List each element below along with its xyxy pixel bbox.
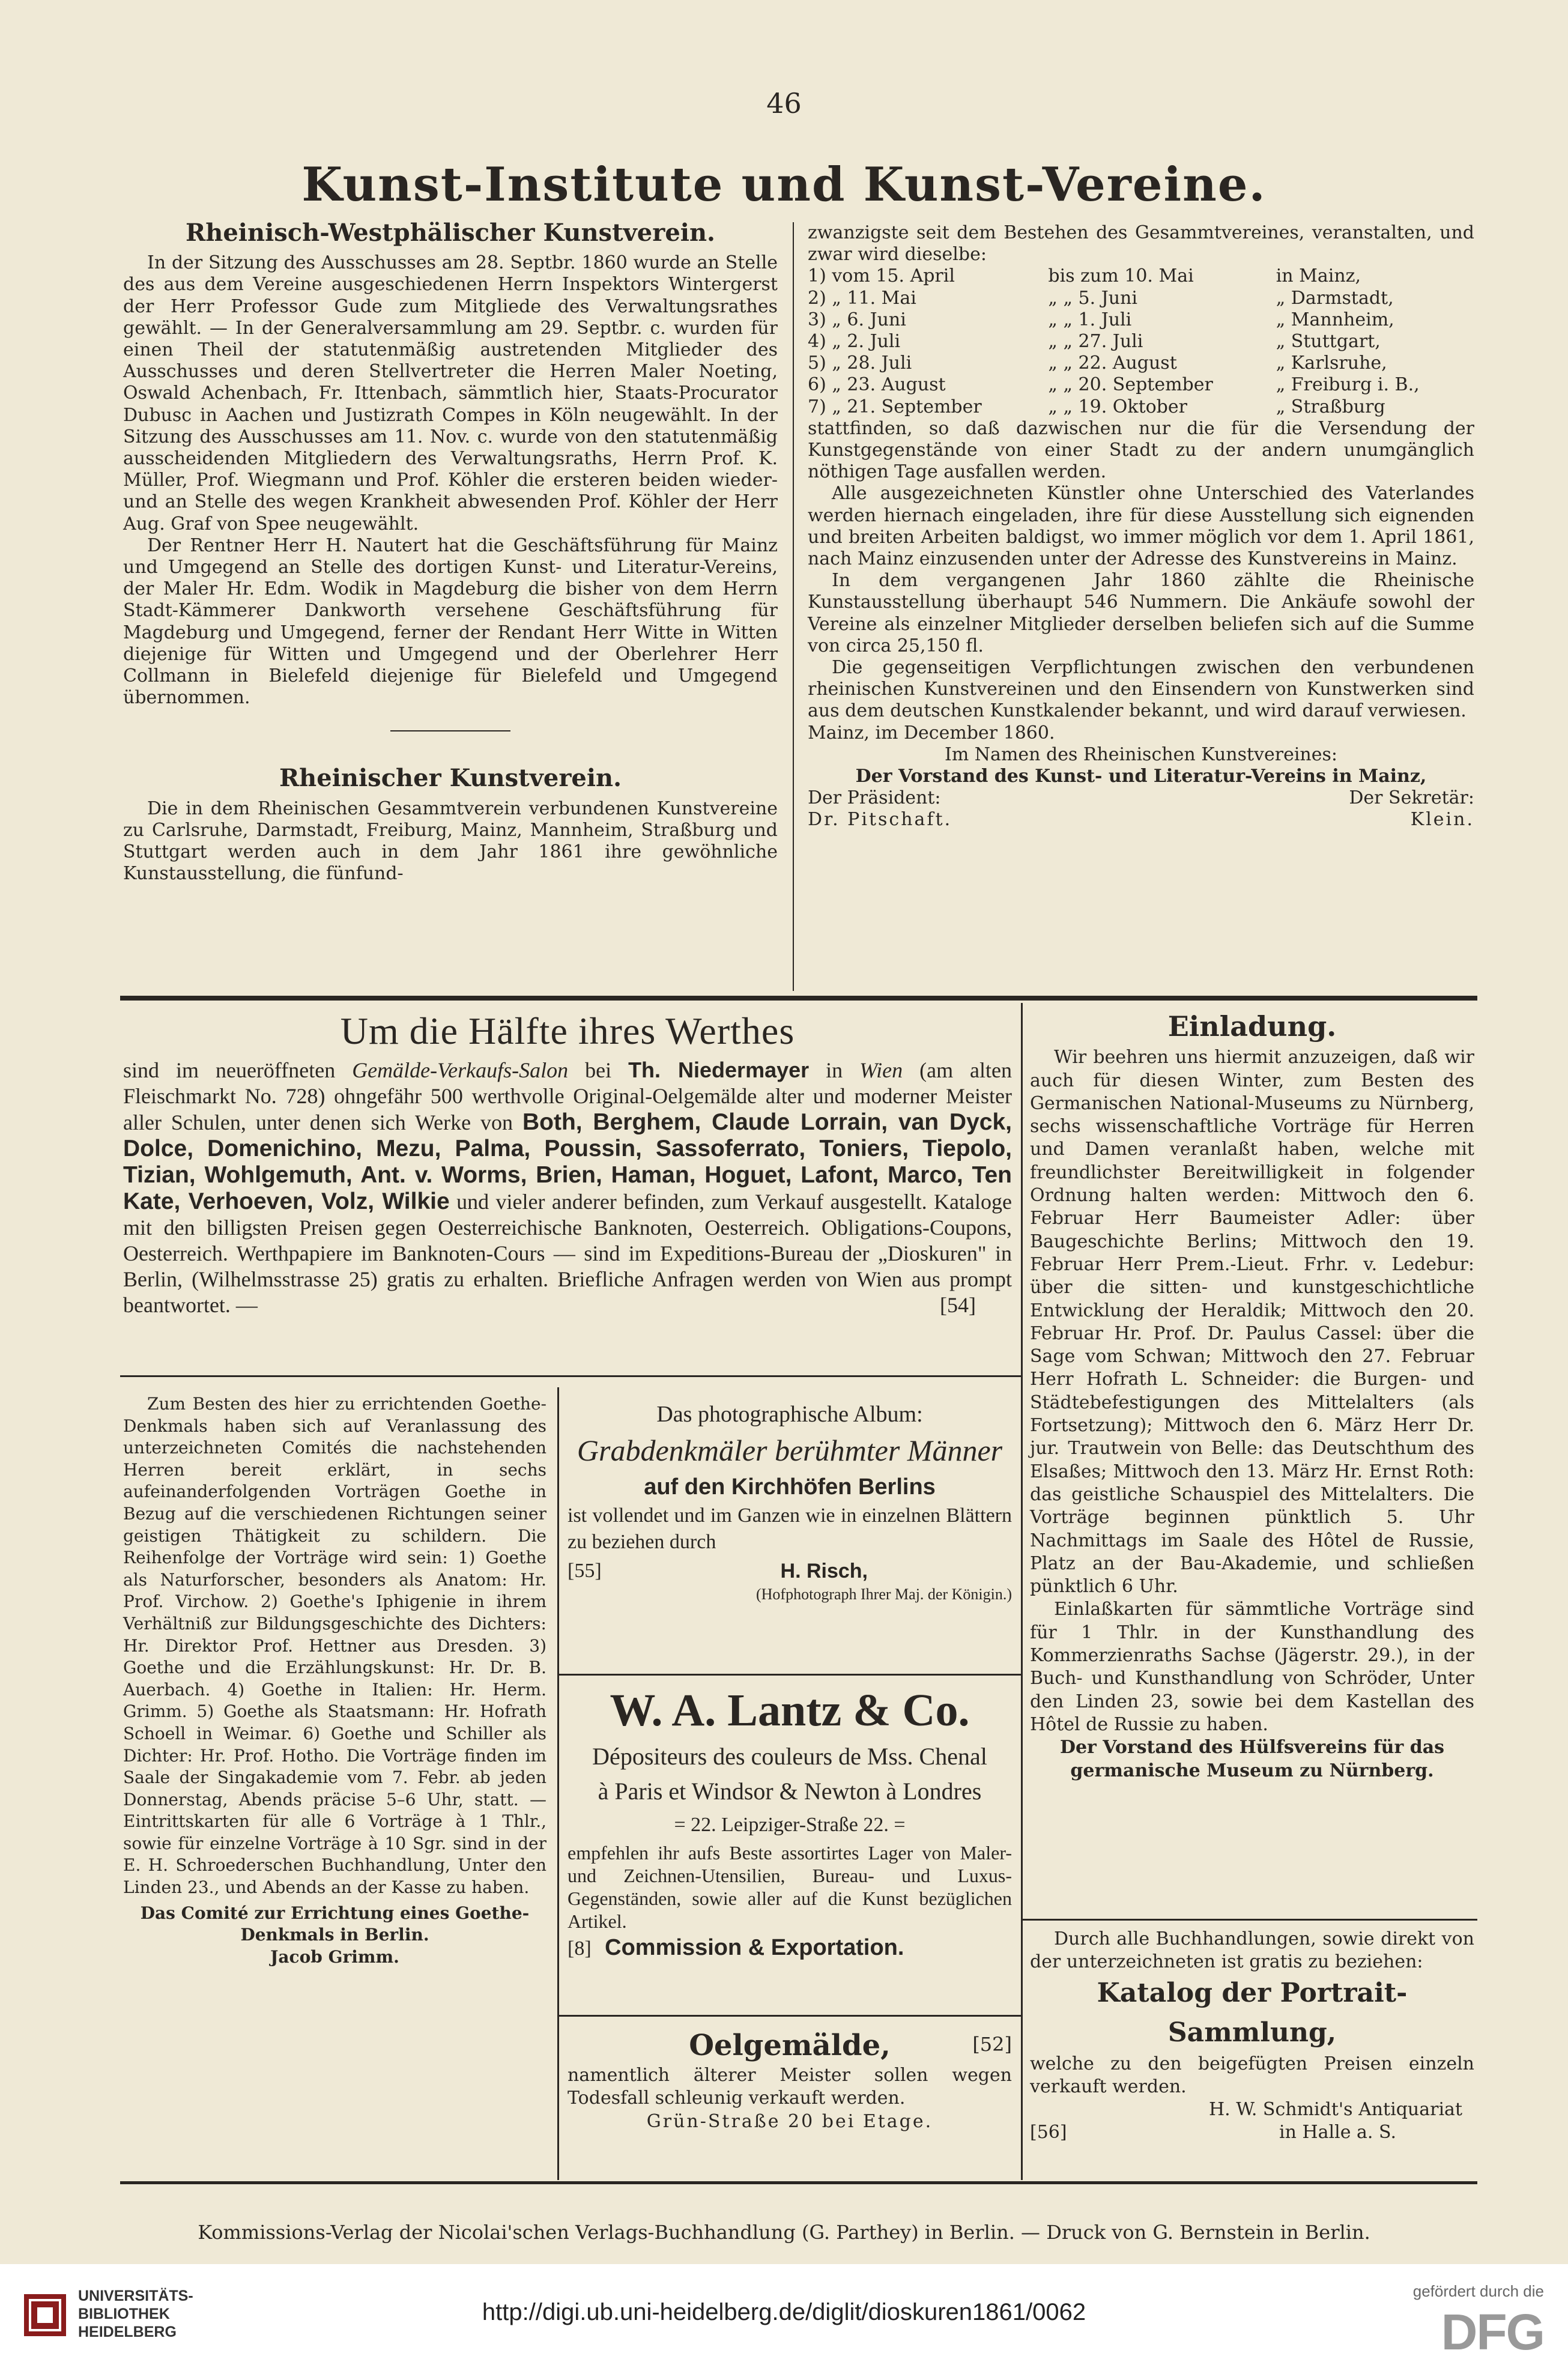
ad-rule [558,2015,1021,2017]
university-logo-text: UNIVERSITÄTS- BIBLIOTHEK HEIDELBERG [78,2288,193,2340]
ad-divider [557,1387,559,2180]
dealer-name: H. W. Schmidt's Antiquariat [1209,2099,1462,2120]
city: Wien [859,1058,903,1082]
ad-lantz [568,1682,1012,1964]
funding-note: gefördert durch die [1412,2282,1544,2300]
table-row: 5) „ 28. Juli „ „ 22. August „ Karlsruhe, [808,353,1387,374]
ad-ref: [54] [940,1293,976,1317]
left-column [123,219,778,885]
album-title: Grabdenkmäler berühmter Männer [577,1434,1003,1467]
heading-westphalian: Rheinisch-Westphälischer Kunstverein. [186,219,715,247]
signature-labels [808,787,1474,809]
ad-katalog [1030,1928,1474,2144]
dealer-city: in Halle a. S. [1279,2122,1396,2143]
heading-rheinischer: Rheinischer Kunstverein. [279,764,622,793]
paragraph: In der Sitzung des Ausschusses am 28. Septbr. 1860 wurde an Stelle des aus dem Vereine ausgeschiedenen Herrn Inspektors Wintergerst der Herr Professor Gude zum Mitgliede des Verwaltungsrathes gewählt. — In der Generalversammlung am 29. Septbr. c. wurden für einen Theil der statutenmäßig austretenden Mitglieder des Ausschusses und deren Stellvertreter die Herren Maler Noeting, Oswald Achenbach, Fr. Ittenbach, sämmtlich hier, Staats-Procurator Dubusc in Aachen und Justizrath Compes in Köln neugewählt. In der Sitzung des Ausschusses am 11. Nov. c. wurde von den statutenmäßig ausscheidenden Mitgliedern des Verwaltungsraths, Herrn Prof. K. Müller, Prof. Wiegmann und Prof. Köhler die ersteren beiden wieder- und an Stelle des wegen Krankheit abwesenden Prof. Köhler der Herr Aug. Graf von Spee neugewählt. [123,252,778,534]
president-name: Dr. Pitschaft. [808,809,952,831]
ad-body: sind im neueröffneten Gemälde-Verkaufs-Salon bei Th. Niedermayer in Wien (am alten Fleischmarkt No. 728) ohngefähr 500 werthvolle Original-Oelgemälde alter und moderner Meister aller Schulen, unter denen sich Werke von Both, Berghem, Claude Lorrain, van Dyck, Dolce, Domenichino, Mezu, Palma, Poussin, Sassoferrato, Toniers, Tiepolo, Tizian, Wohlgemuth, Ant. v. Worms, Brien, Haman, Hoguet, Lafont, Marco, Ten Kate, Verhoeven, Volz, Wilkie und vieler anderer befinden, zum Verkauf ausgestellt. Kataloge mit den billigsten Preisen gegen Oesterreichische Banknoten, Oesterreich. Obligations-Coupons, Oesterreich. Werthpapiere im Banknoten-Cours — sind im Expeditions-Bureau der „Dioskuren" in Berlin, (Wilhelmsstrasse 25) gratis zu erhalten. Briefliche Anfragen werden von Wien aus prompt beantwortet. — [54] [123,1058,1013,1317]
paragraph: Die gegenseitigen Verpflichtungen zwischen den verbundenen rheinischen Kunstvereinen und den Einsendern von Kunstwerken sind aus dem deutschen Kunstkalender bekannt, und wird darauf verwiesen. [808,657,1474,722]
ad-divider [1021,1003,1023,2180]
right-column [808,222,1474,831]
table-row: 2) „ 11. Mai „ „ 5. Juni „ Darmstadt, [808,287,1394,309]
exhibition-dates [808,265,1474,417]
ad-body: ist vollendet und im Ganzen wie in einzelnen Blättern zu beziehen durch [568,1504,1012,1553]
ad-body: Einlaßkarten für sämmtliche Vorträge sind für 1 Thlr. in der Kunsthandlung des Kommerzienraths Sachse (Jägerstr. 29.), in der Buch- und Kunsthandlung von Schröder, Unter den Linden 23, sowie bei dem Kastellan des Hôtel de Russie zu haben. [1030,1599,1474,1735]
ad-title: Oelgemälde, [689,2029,891,2062]
on-behalf: Im Namen des Rheinischen Kunstvereines: [944,743,1338,765]
paragraph: stattfinden, so daß dazwischen nur die für die Versendung der Kunstgegenstände von einer Stadt zu der andern unumgänglich nöthigen Tage ausfallen werden. [808,417,1474,483]
separator [390,730,510,731]
section-title: Kunst-Institute und Kunst-Vereine. [301,157,1267,212]
ad-einladung [1030,1010,1474,1782]
source-url[interactable]: http://digi.ub.uni-heidelberg.de/diglit/dioskuren1861/0062 [482,2299,1086,2325]
paragraph: zwanzigste seit dem Bestehen des Gesammtvereines, veranstalten, und zwar wird dieselbe: [808,222,1474,265]
ad-niedermayer [123,1009,1012,1318]
paragraph: Alle ausgezeichneten Künstler ohne Unterschied des Vaterlandes werden hiernach eingeladen, ihre für diese Ausstellung sich eignenden und breiten Arbeiten baldigst, wo immer möglich vor dem 1. April 1861, nach Mainz einzusenden unter der Adresse des Kunstvereins in Mainz. [808,483,1474,570]
table-row: 6) „ 23. August „ „ 20. September „ Freiburg i. B., [808,374,1420,396]
ad-signature: Das Comité zur Errichtung eines Goethe-Denkmals in Berlin. [140,1903,530,1945]
ad-body: Durch alle Buchhandlungen, sowie direkt von der unterzeichneten ist gratis zu beziehen: [1030,1928,1474,1972]
ad-signature: Der Vorstand des Hülfsvereins für das germanische Museum zu Nürnberg. [1059,1737,1445,1781]
dealer-name: Th. Niedermayer [628,1058,810,1082]
ad-goethe [123,1393,546,1968]
secretary-name: Klein. [1410,809,1474,831]
page-number: 46 [766,87,802,120]
paragraph: Die in dem Rheinischen Gesammtverein verbundenen Kunstvereine zu Carlsruhe, Darmstadt, Freiburg, Mainz, Mannheim, Straßburg und Stuttgart werden auch in dem Jahr 1861 ihre gewöhnliche Kunstausstellung, die fünfund- [123,798,778,885]
ad-risch [568,1399,1012,1605]
board-name: Der Vorstand des Kunst- und Literatur-Vereins in Mainz, [855,766,1427,787]
ad-ref: [55] [568,1560,602,1582]
ad-title-row [568,2027,1012,2064]
ad-title: Katalog der Portrait-Sammlung, [1097,1978,1408,2048]
ad-title: Um die Hälfte ihres Werthes [340,1010,795,1052]
album-intro: Das photographische Album: [656,1402,923,1427]
table-row: 1) vom 15. April bis zum 10. Mai in Mainz, [808,265,1361,287]
table-row: 7) „ 21. September „ „ 19. Oktober „ Straßburg [808,396,1385,417]
ad-address: Grün-Straße 20 bei Etage. [646,2111,933,2132]
column-divider [793,222,794,991]
table-row: 3) „ 6. Juni „ „ 1. Juli „ Mannheim, [808,309,1394,330]
album-subtitle: auf den Kirchhöfen Berlins [644,1474,936,1500]
ad-body: namentlich älterer Meister sollen wegen Todesfall schleunig verkauft werden. [568,2065,1012,2109]
ad-rule [120,1375,1021,1377]
ad-rule [1021,1919,1477,1921]
ad-sign-row [1030,2121,1474,2144]
signature-names [808,809,1474,831]
ad-oel [568,2027,1012,2134]
ad-body: empfehlen ihr aufs Beste assortirtes Lager von Maler- und Zeichnen-Utensilien, Bureau- und Luxus-Gegenständen, sowie aller auf die Kunst bezüglichen Artikel. [568,1842,1012,1932]
president-label: Der Präsident: [808,787,941,809]
place-date: Mainz, im December 1860. [808,722,1055,743]
ad-ref: [52] [972,2033,1012,2056]
artist-list: Both, Berghem, Claude Lorrain, van Dyck, Dolce, Domenichino, Mezu, Palma, Poussin, Sassoferrato, Toniers, Tiepolo, Tizian, Wohlgemuth, Ant. v. Worms, Brien, Haman, Hoguet, Lafont, Marco, Ten Kate, Verhoeven, Volz, Wilkie [123,1109,1012,1214]
ad-sign-row [568,1933,1012,1964]
ad-body: Zum Besten des hier zu errichtenden Goethe-Denkmals haben sich auf Veranlassung des unterzeichneten Comités die nachstehenden Herren bereit erklärt, in sechs aufeinanderfolgenden Vorträgen Goethe in Bezug auf die verschiedenen Richtungen seiner geistigen Thätigkeit zu schildern. Die Reihenfolge der Vorträge wird sein: 1) Goethe als Naturforscher, besonders als Anatom: Hr. Prof. Virchow. 2) Goethe's Iphigenie in ihrem Verhältniß zur Bildungsgeschichte des Dichters: Hr. Direktor Prof. Hettner aus Dresden. 3) Goethe und die Erzählungskunst: Hr. Dr. B. Auerbach. 4) Goethe in Italien: Hr. Herm. Grimm. 5) Goethe als Staatsmann: Hr. Hofrath Schoell in Weimar. 6) Goethe und Schiller als Dichter: Hr. Prof. Hotho. Die Vorträge finden im Saale der Singakademie vom 7. Febr. ab jeden Donnerstag, Abends präcise 5–6 Uhr, statt. — Eintrittskarten für alle 6 Vorträge à 1 Thlr., sowie für einzelne Vorträge à 10 Sgr. sind in der E. H. Schroederschen Buchhandlung, Unter den Linden 23., und Abends an der Kasse zu haben. [123,1394,546,1898]
table-row: 4) „ 2. Juli „ „ 27. Juli „ Stuttgart, [808,331,1381,353]
salon-name: Gemälde-Verkaufs-Salon [352,1058,569,1082]
bottom-rule [120,2181,1477,2184]
ad-ref: [56] [1030,2122,1067,2143]
secretary-label: Der Sekretär: [1349,787,1474,809]
ad-rule [558,1674,1021,1676]
paragraph: Der Rentner Herr H. Nautert hat die Geschäftsführung für Mainz und Umgegend an Stelle des dortigen Kunst- und Literatur-Vereins, der Maler Hr. Edm. Wodik in Magdeburg die bisher von dem Herrn Stadt-Kämmerer Dankworth versehene Geschäftsführung für Magdeburg und Umgegend, ferner der Rendant Herr Witte in Witten diejenige für Witten und Umgegend und der Oberlehrer Herr Collmann in Bielefeld diejenige für Bielefeld und Umgegend übernommen. [123,534,778,709]
ad-body: Wir beehren uns hiermit anzuzeigen, daß wir auch für diesen Winter, zum Besten des Germanischen National-Museums zu Nürnberg, sechs wissenschaftliche Vorträge für Herren und Damen veranlaßt haben, welche mit freundlichster Bereitwilligkeit in folgender Ordnung halten werden: Mittwoch den 6. Februar Herr Baumeister Adler: über Baugeschichte Berlins; Mittwoch den 19. Februar Herr Prem.-Lieut. Frhr. v. Ledebur: über die sitten- und kunstgeschichtliche Entwicklung der Heraldik; Mittwoch den 20. Februar Hr. Prof. Dr. Paulus Cassel: über die Sage vom Schwan; Mittwoch den 27. Februar Herr Hofrath L. Schneider: die Burgen- und Städtebefestigungen des Mittelalters (als Fortsetzung); Mittwoch den 6. März Herr Dr. jur. Trautwein von Belle: das Deutschthum des Elsaßes; Mittwoch den 13. März Hr. Ernst Roth: das geistliche Schauspiel des Mittelalters. Die Vorträge beginnen pünktlich 5. Uhr Nachmittags im Saale des Hôtel de Russie, Platz an der Bau-Akademie, und schließen pünktlich 6 Uhr. [1030,1047,1474,1597]
commission-label: Commission & Exportation. [605,1935,904,1960]
publisher-footer: Kommissions-Verlag der Nicolai'schen Verlags-Buchhandlung (G. Parthey) in Berlin. — Druck von G. Bernstein in Berlin. [198,2221,1370,2244]
ad-sign-row [568,1558,1012,1584]
ad-body: welche zu den beigefügten Preisen einzeln verkauft werden. [1030,2053,1474,2097]
paragraph: In dem vergangenen Jahr 1860 zählte die Rheinische Kunstausstellung überhaupt 546 Nummern. Die Ankäufe sowohl der Vereine als einzelner Mitglieder derselben beliefen sich auf die Summe von circa 25,150 fl. [808,570,1474,656]
ad-signature-name: Jacob Grimm. [270,1946,399,1967]
section-rule [120,996,1477,1001]
photographer-name: H. Risch, [780,1560,868,1582]
ad-ref: [8] [568,1937,592,1960]
photographer-title: (Hofphotograph Ihrer Maj. der Königin.) [756,1585,1012,1603]
firm-name: W. A. Lantz & Co. [610,1685,970,1736]
ad-title: Einladung. [1167,1010,1337,1043]
firm-line1: Dépositeurs des couleurs de Mss. Chenal [592,1743,987,1770]
dfg-logo: DFG [1441,2304,1544,2360]
firm-address: = 22. Leipziger-Straße 22. = [674,1814,906,1836]
firm-line2: à Paris et Windsor & Newton à Londres [598,1778,982,1805]
